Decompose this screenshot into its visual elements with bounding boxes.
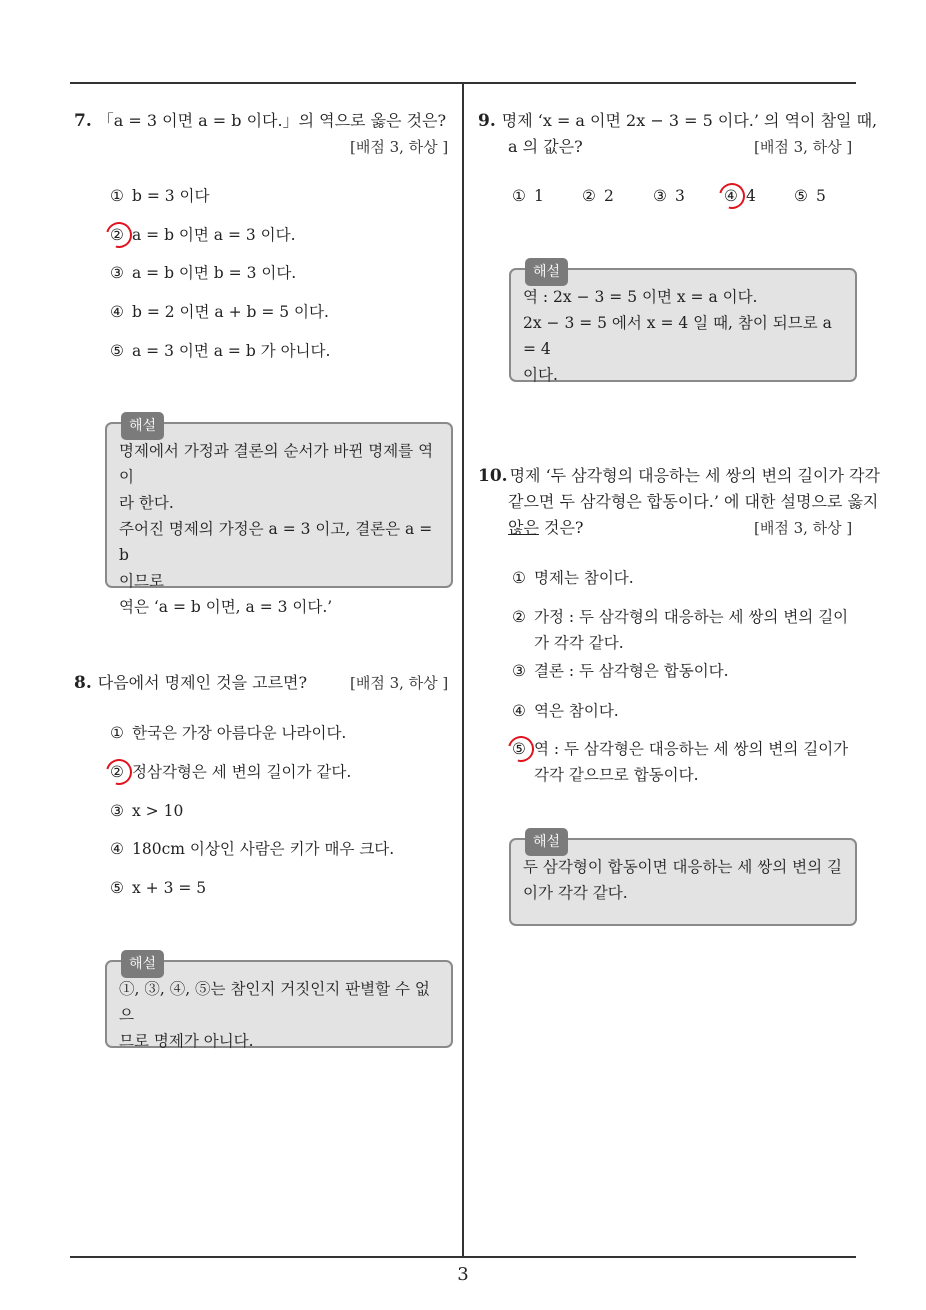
explanation-tag: 해설 [121, 412, 164, 440]
option-1[interactable]: ① 명제는 참이다. [512, 569, 634, 587]
question-10-stem-line2: 같으면 두 삼각형은 합동이다.’ 에 대한 설명으로 옳지 [508, 492, 879, 511]
explanation-line: 역은 ‘a = b 이면, a = 3 이다.’ [119, 598, 333, 616]
explanation-line: 이다. [523, 366, 558, 384]
option-5[interactable]: ⑤ a = 3 이면 a = b 가 아니다. [110, 342, 331, 360]
explanation-box [105, 418, 453, 616]
explanation-tag: 해설 [121, 950, 164, 978]
explanation-box [105, 956, 453, 1050]
question-10-stem [478, 463, 880, 489]
option-2[interactable]: ② a = b 이면 a = 3 이다. [110, 226, 296, 244]
explanation-line: 라 한다. [119, 494, 174, 512]
option-5[interactable]: ⑤ 역 : 두 삼각형은 대응하는 세 쌍의 변의 길이가 각각 같으므로 합동이다. [512, 740, 849, 784]
question-text: 명제 ‘두 삼각형의 대응하는 세 쌍의 변의 길이가 각각 [509, 466, 880, 485]
option-3[interactable]: ③ 결론 : 두 삼각형은 합동이다. [512, 662, 729, 680]
explanation-line: 2x − 3 = 5 에서 x = 4 일 때, 참이 되므로 a = 4 [523, 314, 832, 358]
question-9-stem [478, 108, 877, 134]
question-8-stem [74, 670, 307, 696]
score-label: [배점 3, 하상 ] [754, 138, 853, 156]
score-label: [배점 3, 하상 ] [350, 138, 449, 156]
question-text: 다음에서 명제인 것을 고르면? [97, 673, 308, 692]
option-5[interactable]: ⑤ 5 [794, 187, 826, 205]
question-number: 7. [74, 111, 92, 131]
option-4[interactable]: ④ 180cm 이상인 사람은 키가 매우 크다. [110, 840, 395, 858]
option-2[interactable]: ② 정삼각형은 세 변의 길이가 같다. [110, 763, 352, 781]
question-7-stem [74, 108, 446, 134]
option-1[interactable]: ① 한국은 가장 아름다운 나라이다. [110, 724, 347, 742]
explanation-line: 역 : 2x − 3 = 5 이면 x = a 이다. [523, 288, 758, 306]
explanation-line: 이가 각각 같다. [523, 884, 628, 902]
explanation-box [509, 264, 857, 384]
explanation-line: 두 삼각형이 합동이면 대응하는 세 쌍의 변의 길 [523, 858, 842, 876]
question-number: 9. [478, 111, 496, 131]
option-1[interactable]: ① b = 3 이다 [110, 187, 210, 205]
explanation-line: 이므로 [119, 572, 164, 590]
option-3[interactable]: ③ 3 [653, 187, 685, 205]
option-3[interactable]: ③ x > 10 [110, 802, 184, 820]
page-number: 3 [457, 1264, 469, 1285]
question-9-stem-line2: a 의 값은? [508, 137, 583, 156]
option-1[interactable]: ① 1 [512, 187, 544, 205]
option-4[interactable]: ④ b = 2 이면 a + b = 5 이다. [110, 303, 329, 321]
option-4[interactable]: ④ 역은 참이다. [512, 702, 619, 720]
option-2[interactable]: ② 2 [582, 187, 614, 205]
option-3[interactable]: ③ a = b 이면 b = 3 이다. [110, 264, 297, 282]
explanation-line: 주어진 명제의 가정은 a = 3 이고, 결론은 a = b [119, 520, 433, 564]
score-label: [배점 3, 하상 ] [754, 519, 853, 537]
question-text: 「a = 3 이면 a = b 이다.」의 역으로 옳은 것은? [97, 111, 447, 130]
question-number: 10. [478, 466, 508, 486]
question-text: 명제 ‘x = a 이면 2x − 3 = 5 이다.’ 의 역이 참일 때, [501, 111, 878, 130]
explanation-tag: 해설 [525, 258, 568, 286]
explanation-line: 므로 명제가 아니다. [119, 1032, 254, 1050]
score-label: [배점 3, 하상 ] [350, 674, 449, 692]
explanation-line: ①, ③, ④, ⑤는 참인지 거짓인지 판별할 수 없으 [119, 980, 430, 1024]
question-10-stem-line3: 않은 것은? [508, 518, 584, 537]
question-number: 8. [74, 673, 92, 693]
column-divider [462, 83, 464, 1258]
explanation-tag: 해설 [525, 828, 568, 856]
option-5[interactable]: ⑤ x + 3 = 5 [110, 879, 207, 897]
option-2[interactable]: ② 가정 : 두 삼각형의 대응하는 세 쌍의 변의 길이 가 각각 같다. [512, 608, 849, 652]
explanation-line: 명제에서 가정과 결론의 순서가 바뀐 명제를 역이 [119, 442, 434, 486]
bottom-rule [70, 1256, 856, 1258]
explanation-box [509, 834, 857, 926]
option-4[interactable]: ④ 4 [724, 187, 756, 205]
